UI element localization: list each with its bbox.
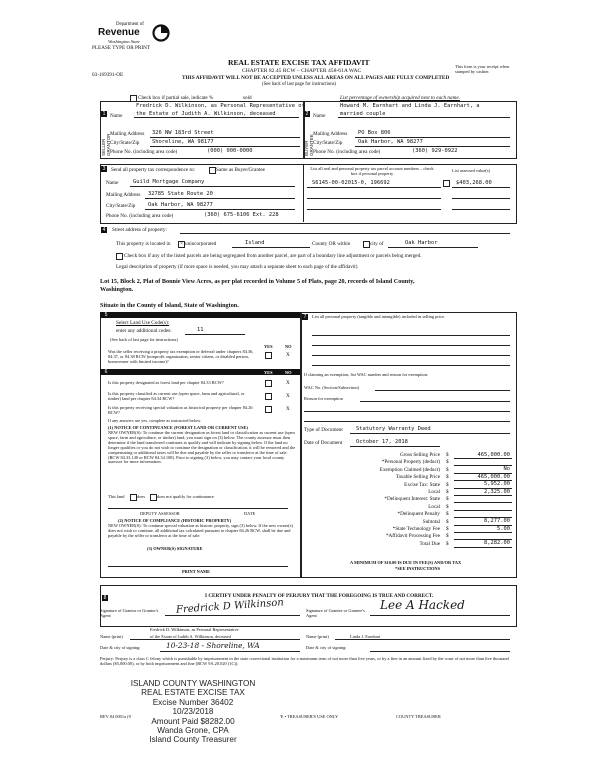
exemption-question: Was the seller receiving a property tax exemption or deferral under chapters 84.36, 84.37, or 84.38 RCW (nonprofit organization, senior citizen, or disabled person, homeowner with limited income)? (108, 349, 254, 364)
logo-dept: Department of (116, 22, 144, 27)
calc-row-currency: $ (446, 452, 449, 458)
buyer-city-label: City/State/Zip (313, 140, 343, 146)
same-as-buyer-label: Same as Buyer/Grantee (216, 167, 265, 173)
calc-row-label: Local (428, 489, 440, 495)
buyer-mailing-label: Mailing Address (313, 131, 348, 137)
select-land-use: Select Land Use Code(s): (116, 320, 170, 326)
perjury-statement: Perjury: Perjury is a class C felony which is punishable by imprisonment in the state correctional institution for a maximum term of not more than five years, or by a fine in an amount fixed by the court of not more than five thousand dollars ($5,000.00), or by both imprisonment and fine (RCW 9A.20.020 (1C)). (100, 656, 509, 667)
seller-phone-value: (000) 000-0000 (207, 148, 253, 154)
no-header-6: NO (285, 370, 292, 375)
partial-sale-label: Check box if partial sale, indicate % (138, 95, 214, 101)
print-name-label: PRINT NAME (182, 569, 211, 574)
forest-yes-checkbox[interactable] (265, 380, 272, 387)
historic-no-x: X (286, 406, 290, 412)
stamp-line-5: Amount Paid $8282.00 (151, 716, 235, 726)
exemption-no-x: X (286, 352, 290, 358)
grantee-signature-label: Signature of Grantee or Grantee's Agent (306, 608, 365, 618)
unincorporated-checkbox[interactable]: × (178, 241, 185, 248)
tax-section-number: 3 (102, 166, 106, 172)
calc-row-value: 465,000.00 (477, 451, 510, 458)
buyer-name-line1: Howard M. Earnhart and Linda J. Earnhart, a (340, 103, 480, 109)
calc-row-label: *State Technology Fee (392, 526, 440, 532)
grantee-print-name: Linda J. Earnhart (350, 634, 381, 639)
segregated-checkbox[interactable] (116, 253, 123, 260)
see-instructions-note: *SEE INSTRUCTIONS (395, 566, 441, 571)
calc-row-label: Exemption Claimed (deduct) (379, 466, 440, 473)
seller-number: 1 (102, 111, 106, 117)
stamp-line-4: 10/23/2018 (172, 707, 214, 717)
yes-header: YES (264, 344, 273, 349)
calc-row-label: Taxable Selling Price (395, 474, 440, 481)
seller-mailing-value: 326 NW 183rd Street (152, 130, 214, 136)
this-land-label: This land (108, 494, 125, 499)
calc-row-value: 2,325.00 (484, 488, 510, 495)
dor-emblem-icon (152, 24, 170, 42)
stamp-line-2: REAL ESTATE EXCISE TAX (141, 688, 245, 698)
current-use-no-x: X (286, 393, 290, 399)
calc-row-currency: $ (446, 511, 449, 518)
document-type-label: Type of Document (304, 427, 343, 433)
calc-row-value: No (503, 466, 510, 473)
wac-label: WAC No. (Section/Subsection) (304, 385, 359, 390)
stamp-line-7: Island County Treasurer (149, 735, 237, 745)
calc-row-currency: $ (446, 466, 449, 473)
grantee-date-label: Date & city of signing: (306, 645, 347, 650)
no-header: NO (285, 344, 292, 349)
treasurer-stamp (118, 679, 268, 745)
exemption-yes-checkbox[interactable] (265, 352, 272, 359)
buyer-number: 2 (305, 111, 309, 117)
calc-row-label: *Delinquent Interest: State (384, 496, 440, 503)
claiming-exemption-label: If claiming an exemption, list WAC number and reason for exemption: (304, 372, 429, 377)
situate-statement: Situate in the County of Island, State of Washington. (100, 302, 239, 309)
tax-mailing-value: 32785 State Route 20 (148, 191, 213, 197)
buyer-city-value: Oak Harbor, WA 98277 (358, 139, 423, 145)
grantor-signature-label: Signature of Grantor or Grantor's Agent (100, 608, 159, 618)
assessed-value-header: List assessed value(s) (452, 168, 491, 173)
city-checkbox[interactable] (363, 241, 370, 248)
logo-state: Washington State (108, 39, 140, 44)
buyer-side-label: BUYER GRANTEE (304, 134, 314, 156)
calc-row (304, 541, 512, 548)
dor-logo (88, 22, 178, 62)
personal-property-checkbox[interactable] (443, 180, 450, 187)
calc-row (304, 504, 512, 511)
form-chapter: CHAPTER 82.45 RCW – CHAPTER 458-61A WAC (242, 68, 362, 74)
assessed-value: $403,268.00 (456, 180, 492, 186)
legal-description-line2: Washington. (100, 286, 134, 293)
stamp-line-3: Excise Number 36402 (152, 697, 234, 707)
tax-phone-value: (360) 675-6106 Ext. 228 (204, 212, 279, 218)
owner-signature-label: (3) OWNER(S) SIGNATURE (147, 546, 203, 551)
notice-compliance-title: (2) NOTICE OF COMPLIANCE (HISTORIC PROPERTY) (118, 518, 232, 523)
calc-row-currency: $ (446, 459, 449, 466)
calc-row (304, 519, 512, 526)
buyer-name-line2: married couple (340, 111, 386, 117)
legal-description-line1: Lot 15, Block 2, Plat of Bonnie View Acres, as per plat recorded in Volume 5 of Plats, page 20, records of Island County, (100, 278, 415, 285)
forest-land-question: Is this property designated as forest land per chapter 84.33 RCW? (108, 380, 224, 385)
calc-row-value: 465,000.00 (477, 473, 510, 480)
doc-number: 03-169391-OE (92, 72, 124, 78)
calc-row-currency: $ (446, 496, 449, 503)
calc-row-label: Local (428, 503, 440, 510)
calc-row-currency: $ (446, 540, 449, 547)
city-value: Oak Harbor (405, 240, 438, 246)
name-print-label-grantor: Name (print) (100, 634, 123, 639)
seller-phone-label: Phone No. (including area code) (110, 149, 178, 155)
current-use-yes-checkbox[interactable] (265, 393, 272, 400)
document-type-value: Statutory Warranty Deed (356, 426, 431, 432)
seller-city-value: Shoreline, WA 98177 (152, 139, 214, 145)
calc-row-label: *Personal Property (deduct) (381, 459, 440, 466)
land-use-number: 5 (104, 312, 108, 318)
segregated-label: Check box if any of the listed parcels are being segregated from another parcel, are part of a boundary line adjustment or parcels being merged. (124, 253, 422, 259)
tax-name-value: Guild Mortgage Company (133, 179, 205, 185)
list-percentage-note: List percentage of ownership acquired next to each name. (340, 95, 460, 101)
seller-name-line1: Fredrick D. Wilkinson, as Personal Representative of (136, 103, 305, 109)
calc-row-label: *Delinquent Penalty (397, 511, 440, 518)
unincorporated-label: unincorporated (185, 241, 217, 247)
calc-row-label: Total Due (419, 540, 440, 547)
deputy-date-label: DATE (244, 511, 256, 516)
historic-question: Is this property receiving special valuation as historical property per chapter 84.26 RCW? (108, 405, 253, 415)
tax-name-label: Name (106, 180, 119, 186)
legal-description-label: Legal description of property (if more space is needed, you may attach a separate sheet to each page of the affidavit) (116, 264, 358, 270)
personal-property-list-label: List all personal property (tangible and intangible) included in selling price. (312, 314, 446, 319)
calc-row-value: 8,282.00 (484, 540, 510, 547)
does-not-qualify-checkbox[interactable] (150, 494, 157, 501)
county-treasurer-label: COUNTY TREASURER (396, 714, 441, 719)
calc-row (304, 511, 512, 518)
certify-statement: I CERTIFY UNDER PENALTY OF PERJURY THAT THE FOREGOING IS TRUE AND CORRECT. (205, 593, 434, 599)
form-warning: THIS AFFIDAVIT WILL NOT BE ACCEPTED UNLESS ALL AREAS ON ALL PAGES ARE FULLY COMPLETED (182, 75, 450, 81)
same-as-buyer-checkbox[interactable] (209, 167, 216, 174)
grantee-signature: Lee A Hacked (380, 598, 465, 612)
document-date-value: October 17, 2018 (356, 439, 408, 445)
calc-row-label: Subtotal (422, 518, 440, 525)
stamp-line-6: Wanda Grone, CPA (157, 726, 229, 736)
deputy-assessor-label: DEPUTY ASSESSOR (140, 511, 180, 516)
located-in-label: This property is located in (116, 241, 171, 247)
city-of-label: city of (370, 241, 384, 247)
calc-row-value: 5,952.00 (484, 481, 510, 488)
stamp-line-1: ISLAND COUNTY WASHINGTON (130, 679, 256, 688)
county-label: County OR within (312, 241, 351, 247)
calc-row (304, 482, 512, 489)
county-value: Island (245, 240, 265, 246)
special-use-number: 6 (104, 369, 108, 375)
calc-row (304, 489, 512, 496)
notice-continuance-body: NEW OWNER(S): To continue the current designation as forest land or classification as current use (open space, farm and agriculture, or timber) land, you must sign on (3) below. The county assessor must then determine if the land transferred continues to qualify and will indicate by signing below. If the land no longer qualifies or you do not wish to continue the designation or classification, it will be removed and the compensating or additional taxes will be due and payable by the seller or transferor at the time of sale. (RCW 84.33.140 or RCW 84.34.108). Prior to signing (3) below, you may contact your local county assessor for more information. (108, 430, 296, 465)
signature-section-number: 8 (103, 595, 107, 601)
receipt-note: This form is your receipt when stamped by cashier. (455, 64, 510, 74)
grantor-date-value: 10-23-18 - Shoreline, WA (166, 641, 260, 650)
see-back: (See back of last page for instructions) (262, 82, 337, 87)
current-use-question: Is this property classified as current use (open space, farm and agricultural, or timber) land per chapter 84.34 RCW? (108, 391, 245, 401)
tax-city-value: Oak Harbor, WA 98277 (148, 202, 213, 208)
grantor-print-line2: of the Estate of Judith A. Wilkinson, deceased (150, 634, 231, 639)
does-qualify-checkbox[interactable] (130, 494, 137, 501)
logo-revenue: Revenue (98, 27, 140, 38)
not-qualify-label: does not qualify for continuance. (157, 494, 215, 499)
buyer-phone-value: (360) 929-0922 (412, 148, 458, 154)
tax-city-label: City/State/Zip (106, 203, 136, 209)
treasurer-use-only: 'E • TREASURER'S USE ONLY (280, 714, 339, 719)
historic-yes-checkbox[interactable] (265, 406, 272, 413)
tax-mailing-label: Mailing Address (106, 192, 141, 198)
calc-row-value: 8,277.00 (484, 518, 510, 525)
tax-phone-label: Phone No. (including area code) (106, 213, 174, 219)
calc-row-label: Gross Selling Price (399, 452, 440, 458)
calc-row-currency: $ (446, 503, 449, 510)
name-print-label-grantee: Name (print) (306, 634, 329, 639)
document-date-label: Date of Document (304, 440, 343, 446)
calc-row-currency: $ (446, 481, 449, 488)
calc-row (304, 459, 512, 466)
please-type: PLEASE TYPE OR PRINT (92, 45, 150, 51)
grantor-print-line1: Fredrick D. Wilkinson, as Personal Representative (150, 627, 239, 632)
calc-row (304, 533, 512, 540)
parcel-number: S6145-00-02015-0, 196692 (312, 180, 390, 186)
grantor-signature: Fredrick D Wilkinson (175, 597, 285, 616)
seller-city-label: City/State/Zip (110, 140, 140, 146)
location-section-number: 4 (102, 227, 106, 233)
partial-sold: sold (243, 95, 252, 101)
forest-no-x: X (286, 380, 290, 386)
calc-row-currency: $ (446, 526, 449, 532)
calc-row (304, 496, 512, 503)
notice-compliance-body: NEW OWNER(S): To continue special valuation as historic property, sign (3) below. If the new owner(s) does not wish to continue, all additional tax calculated pursuant to chapter 84.26 RCW, shall be due and payable by the seller or transferor at the time of sale. (108, 523, 293, 538)
street-address-label: Street address of property: (112, 227, 167, 233)
calc-row-value: 5.00 (497, 525, 510, 532)
grantor-date-label: Date & city of signing: (100, 645, 141, 650)
calc-row-currency: $ (446, 518, 449, 525)
seller-side-label: SELLER GRANTOR (101, 133, 111, 156)
additional-codes-label: enter any additional codes: (116, 328, 172, 334)
calc-row-currency: $ (446, 474, 449, 481)
seller-name-label: Name (110, 113, 123, 119)
buyer-name-label: Name (313, 113, 326, 119)
send-tax-label: Send all property tax correspondence to: (111, 167, 195, 173)
calc-section-number: 7 (303, 314, 307, 320)
yes-header-6: YES (264, 370, 273, 375)
calc-row-currency: $ (446, 489, 449, 495)
form-title: REAL ESTATE EXCISE TAX AFFIDAVIT (228, 58, 370, 67)
seller-mailing-label: Mailing Address (110, 131, 145, 137)
any-answers-yes: If any answers are yes, complete as instructed below. (108, 418, 202, 423)
land-use-code: 11 (197, 327, 204, 333)
buyer-mailing-value: PO Box 806 (358, 130, 391, 136)
form-revision: REV 84 0001a (9 (100, 714, 131, 719)
buyer-phone-label: Phone No. (including area code) (313, 149, 381, 155)
land-use-see-back: (See back of last page for instructions) (110, 337, 178, 342)
does-label: does (137, 494, 146, 499)
parcel-list-header: List all real and personal property tax parcel account numbers – check box if personal property (310, 166, 434, 176)
calc-row-currency: $ (446, 533, 449, 540)
seller-name-line2: the Estate of Judith A. Wilkinson, deceased (136, 111, 276, 117)
notice-continuance-title: (1) NOTICE OF CONTINUANCE (FOREST LAND OR CURRENT USE) (108, 425, 248, 430)
calc-row-label: *Affidavit Processing Fee (385, 533, 440, 540)
calc-row-line (454, 547, 512, 548)
reason-label: Reason for exemption (304, 396, 343, 401)
calc-row (304, 474, 512, 481)
calc-row-label: Excise Tax: State (404, 481, 440, 488)
minimum-fee-note: A MINIMUM OF $10.00 IS DUE IN FEE(S) AND/OR TAX (350, 560, 462, 565)
